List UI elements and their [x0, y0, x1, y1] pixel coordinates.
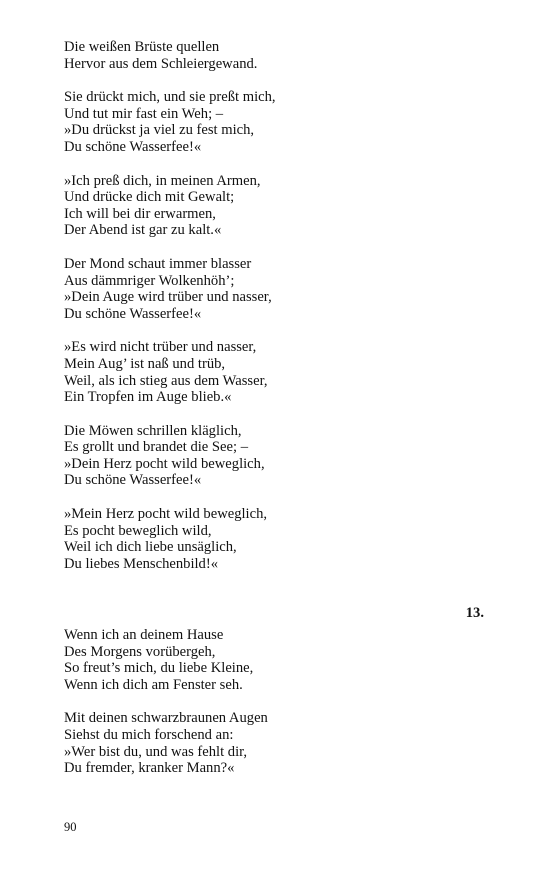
verse-line: Du schöne Wasserfee!«: [64, 138, 202, 155]
verse-line: Du liebes Menschenbild!«: [64, 555, 219, 572]
verse-line: »Mein Herz pocht wild beweglich,: [64, 506, 268, 523]
verse-line: Aus dämmriger Wolkenhöh’;: [64, 272, 235, 289]
verse-line: Du fremder, kranker Mann?«: [64, 760, 235, 777]
verse-line: »Du drückst ja viel zu fest mich,: [64, 122, 255, 139]
verse-line: Ein Tropfen im Auge blieb.«: [64, 389, 232, 406]
verse-line: Siehst du mich forschend an:: [64, 726, 234, 743]
verse-line: Der Mond schaut immer blasser: [64, 255, 252, 272]
verse-line: »Ich preß dich, in meinen Armen,: [64, 172, 261, 189]
verse-line: Ich will bei dir erwarmen,: [64, 205, 216, 222]
verse-line: Du schöne Wasserfee!«: [64, 305, 202, 322]
stanza: [64, 256, 484, 322]
page-number: 90: [64, 820, 77, 834]
verse-line: So freut’s mich, du liebe Kleine,: [64, 660, 254, 677]
verse-line: Wenn ich an deinem Hause: [64, 627, 224, 643]
verse-line: Die Möwen schrillen kläglich,: [64, 422, 242, 439]
verse-line: Es pocht beweglich wild,: [64, 522, 212, 539]
verse-line: Und drücke dich mit Gewalt;: [64, 189, 235, 206]
verse-line: Du schöne Wasserfee!«: [64, 472, 202, 489]
verse-line: Und tut mir fast ein Weh; –: [64, 105, 224, 122]
verse-line: Es grollt und brandet die See; –: [64, 439, 249, 456]
verse-line: Sie drückt mich, und sie preßt mich,: [64, 89, 276, 106]
stanza: [64, 339, 484, 405]
verse-line: Wenn ich dich am Fenster seh.: [64, 676, 243, 693]
verse-line: »Dein Herz pocht wild beweglich,: [64, 455, 265, 472]
poem-number-heading: 13.: [465, 605, 484, 621]
verse-line: »Es wird nicht trüber und nasser,: [64, 339, 257, 356]
stanza: [64, 710, 484, 776]
verse-line: Mit deinen schwarzbraunen Augen: [64, 710, 268, 727]
verse-line: »Dein Auge wird trüber und nasser,: [64, 289, 272, 306]
stanza: [64, 89, 484, 155]
stanza: [64, 39, 484, 72]
verse-line: Mein Aug’ ist naß und trüb,: [64, 355, 226, 372]
stanza: [64, 423, 484, 489]
verse-line: Weil, als ich stieg aus dem Wasser,: [64, 372, 268, 389]
stanza: [64, 627, 484, 693]
verse-line: Weil ich dich liebe unsäglich,: [64, 539, 237, 556]
stanza: [64, 173, 484, 239]
verse-line: Der Abend ist gar zu kalt.«: [64, 222, 222, 239]
stanza: [64, 506, 484, 572]
poem-12-continued: [64, 39, 484, 572]
verse-line: Die weißen Brüste quellen: [64, 39, 220, 55]
verse-line: »Wer bist du, und was fehlt dir,: [64, 743, 248, 760]
verse-line: Hervor aus dem Schleiergewand.: [64, 55, 258, 72]
verse-line: Des Morgens vorübergeh,: [64, 643, 216, 660]
poem-13: [64, 627, 484, 777]
